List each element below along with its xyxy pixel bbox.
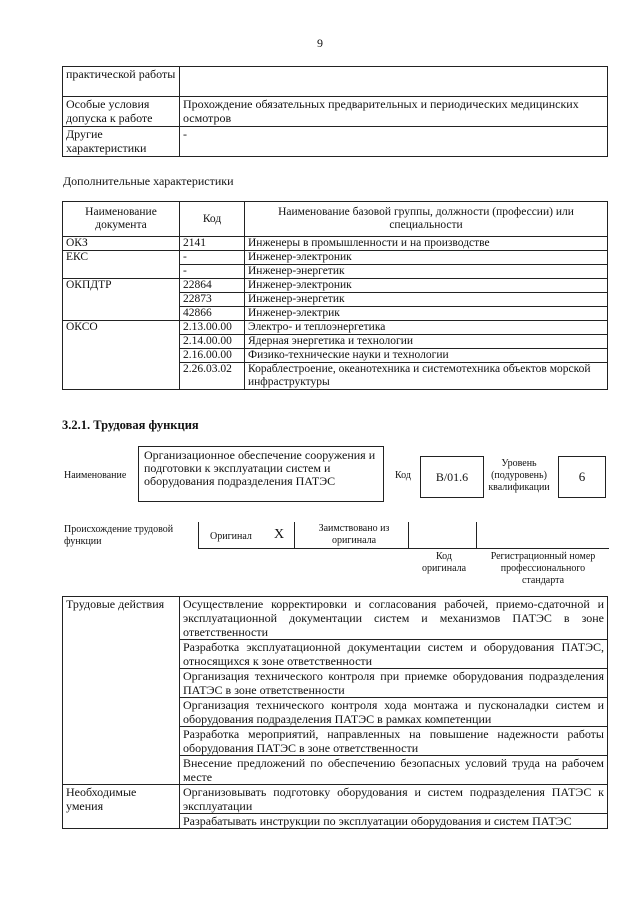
cell-code: 42866 bbox=[180, 307, 245, 321]
cell-code: 22873 bbox=[180, 293, 245, 307]
table-header-row bbox=[63, 202, 608, 237]
action-item: Внесение предложений по обеспечению безопасных условий труда на рабочем месте bbox=[180, 756, 608, 785]
table-row bbox=[63, 279, 608, 293]
action-item: Осуществление корректировки и согласования рабочей, приемо-сдаточной и эксплуатационной документации систем и механизмов ПАТЭС в зоне ответственности bbox=[180, 597, 608, 640]
actions-table bbox=[62, 596, 608, 829]
cell-name: Электро- и теплоэнергетика bbox=[245, 321, 608, 335]
code-label: Код bbox=[395, 470, 411, 481]
level-label: Уровень (подуровень) квалификации bbox=[488, 458, 550, 493]
additional-table bbox=[62, 201, 608, 390]
function-code: B/01.6 bbox=[420, 456, 484, 498]
row-value: Прохождение обязательных предварительных и периодических медицинских осмотров bbox=[180, 97, 608, 127]
cell-code: - bbox=[180, 265, 245, 279]
table-row bbox=[63, 785, 608, 814]
cell-code: 22864 bbox=[180, 279, 245, 293]
row-label: практической работы bbox=[63, 67, 180, 97]
row-label: Особые условия допуска к работе bbox=[63, 97, 180, 127]
divider bbox=[408, 522, 409, 548]
header-code: Код bbox=[180, 202, 245, 237]
cell-doc: ЕКС bbox=[63, 251, 180, 279]
cell-name: Инженер-энергетик bbox=[245, 293, 608, 307]
action-item: Организация технического контроля хода монтажа и пусконаладки систем и оборудования подразделения ПАТЭС в рамках компетенции bbox=[180, 698, 608, 727]
cell-code: 2.26.03.02 bbox=[180, 363, 245, 390]
cell-name: Инженер-электроник bbox=[245, 251, 608, 265]
table-row bbox=[63, 251, 608, 265]
table-row bbox=[63, 67, 608, 97]
table-row bbox=[63, 97, 608, 127]
row-value bbox=[180, 67, 608, 97]
original-mark: X bbox=[274, 527, 285, 542]
cell-name: Инженер-электроник bbox=[245, 279, 608, 293]
cell-name: Инженеры в промышленности и на производстве bbox=[245, 237, 608, 251]
row-value: - bbox=[180, 127, 608, 157]
cell-name: Физико-технические науки и технологии bbox=[245, 349, 608, 363]
skills-label: Необходимые умения bbox=[63, 785, 180, 829]
function-name: Организационное обеспечение сооружения и подготовки к эксплуатации систем и оборудования подразделения ПАТЭС bbox=[138, 446, 384, 502]
table-row bbox=[63, 597, 608, 640]
conditions-table bbox=[62, 66, 608, 157]
cell-name: Кораблестроение, океанотехника и системотехника объектов морской инфраструктуры bbox=[245, 363, 608, 390]
divider bbox=[476, 522, 477, 548]
cell-doc: ОКСО bbox=[63, 321, 180, 390]
cell-code: 2.13.00.00 bbox=[180, 321, 245, 335]
cell-name: Инженер-энергетик bbox=[245, 265, 608, 279]
action-item: Разработка мероприятий, направленных на повышение надежности работы оборудования ПАТЭС в зоне ответственности bbox=[180, 727, 608, 756]
cell-doc: ОКЗ bbox=[63, 237, 180, 251]
row-label: Другие характеристики bbox=[63, 127, 180, 157]
actions-label: Трудовые действия bbox=[63, 597, 180, 785]
cell-code: - bbox=[180, 251, 245, 265]
function-title: 3.2.1. Трудовая функция bbox=[62, 418, 199, 432]
page-number: 9 bbox=[317, 36, 323, 50]
additional-title: Дополнительные характеристики bbox=[63, 174, 234, 188]
action-item: Организация технического контроля при приемке оборудования подразделения ПАТЭС в зоне ответственности bbox=[180, 669, 608, 698]
cell-code: 2141 bbox=[180, 237, 245, 251]
table-row bbox=[63, 321, 608, 335]
name-label: Наименование bbox=[64, 470, 127, 481]
original-label: Оригинал bbox=[210, 531, 252, 542]
function-level: 6 bbox=[558, 456, 606, 498]
table-row bbox=[63, 237, 608, 251]
reg-caption: Регистрационный номер профессионального стандарта bbox=[490, 551, 596, 586]
cell-code: 2.14.00.00 bbox=[180, 335, 245, 349]
header-doc: Наименование документа bbox=[63, 202, 180, 237]
cell-name: Ядерная энергетика и технологии bbox=[245, 335, 608, 349]
skill-item: Разрабатывать инструкции по эксплуатации оборудования и систем ПАТЭС bbox=[180, 814, 608, 829]
cell-name: Инженер-электрик bbox=[245, 307, 608, 321]
action-item: Разработка эксплуатационной документации систем и оборудования ПАТЭС, относящихся к зоне ответственности bbox=[180, 640, 608, 669]
skill-item: Организовывать подготовку оборудования и систем подразделения ПАТЭС к эксплуатации bbox=[180, 785, 608, 814]
code-caption: Код оригинала bbox=[421, 551, 467, 574]
header-name: Наименование базовой группы, должности (профессии) или специальности bbox=[245, 202, 608, 237]
cell-doc: ОКПДТР bbox=[63, 279, 180, 321]
divider bbox=[294, 522, 295, 548]
cell-code: 2.16.00.00 bbox=[180, 349, 245, 363]
origin-label: Происхождение трудовой функции bbox=[64, 524, 174, 547]
borrowed-label: Заимствовано из оригинала bbox=[318, 523, 390, 546]
table-row bbox=[63, 127, 608, 157]
